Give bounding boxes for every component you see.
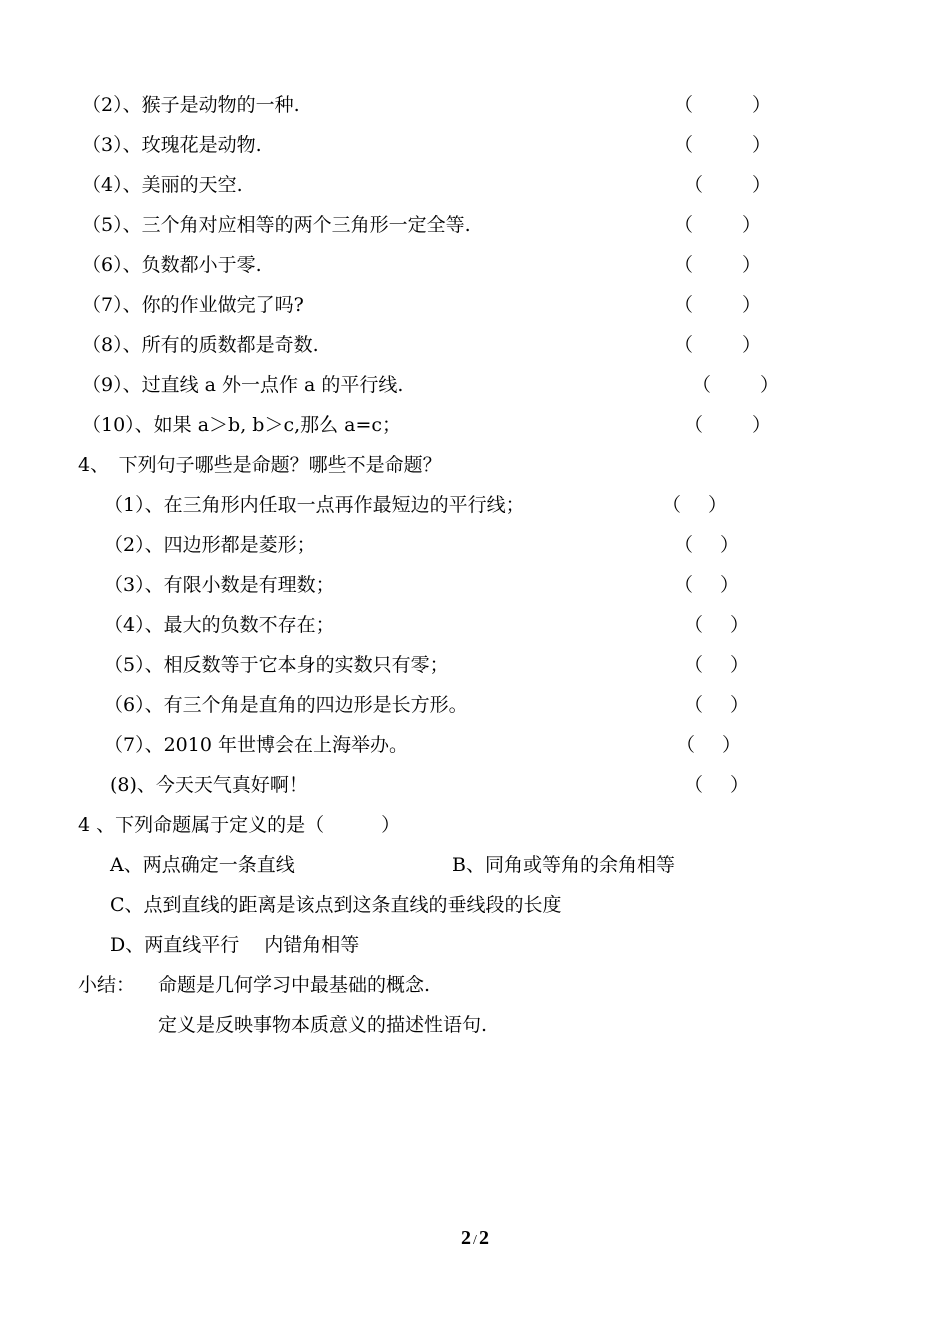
answer-right-paren: ） <box>742 294 762 316</box>
question-heading-text: 4 、下列命题属于定义的是（ ） <box>78 814 401 836</box>
answer-right-paren: ） <box>752 174 772 196</box>
answer-left-paren: （ <box>674 214 694 236</box>
statement-text: （5）、相反数等于它本身的实数只有零； <box>104 654 449 676</box>
answer-blank[interactable] <box>684 770 750 800</box>
option-a[interactable]: A、两点确定一条直线 <box>110 854 295 876</box>
answer-blank[interactable] <box>674 210 762 240</box>
answer-blank[interactable] <box>674 570 740 600</box>
answer-right-paren: ） <box>752 414 772 436</box>
summary-line-2: 定义是反映事物本质意义的描述性语句. <box>158 1014 488 1036</box>
answer-right-paren: ） <box>730 694 750 716</box>
answer-left-paren: （ <box>684 414 704 436</box>
answer-right-paren: ） <box>730 614 750 636</box>
answer-left-paren: （ <box>684 654 704 676</box>
answer-left-paren: （ <box>662 494 682 516</box>
answer-left-paren: （ <box>674 574 694 596</box>
answer-right-paren: ） <box>752 94 772 116</box>
statement-text: （7）、2010 年世博会在上海举办。 <box>104 734 408 756</box>
option-d[interactable]: D、两直线平行 内错角相等 <box>110 934 360 956</box>
statement-text: （9）、过直线 a 外一点作 a 的平行线. <box>82 374 404 396</box>
statement-text: （2）、猴子是动物的一种. <box>82 94 300 116</box>
answer-right-paren: ） <box>742 334 762 356</box>
page-current: 2 <box>461 1227 472 1249</box>
statement-text: （6）、负数都小于零. <box>82 254 262 276</box>
answer-blank[interactable] <box>674 530 740 560</box>
statement-text: （4）、美丽的天空. <box>82 174 243 196</box>
statement-text: （3）、玫瑰花是动物. <box>82 134 262 156</box>
answer-right-paren: ） <box>742 254 762 276</box>
summary-label: 小结： <box>78 974 136 996</box>
answer-right-paren: ） <box>720 534 740 556</box>
answer-blank[interactable] <box>684 610 750 640</box>
statement-text: （6）、有三个角是直角的四边形是长方形。 <box>104 694 468 716</box>
option-c[interactable]: C、点到直线的距离是该点到这条直线的垂线段的长度 <box>110 894 562 916</box>
statement-text: （4）、最大的负数不存在； <box>104 614 335 636</box>
answer-blank[interactable] <box>692 370 780 400</box>
answer-blank[interactable] <box>684 690 750 720</box>
statement-text: (8)、今天天气真好啊！ <box>110 774 308 796</box>
answer-right-paren: ） <box>760 374 780 396</box>
answer-left-paren: （ <box>684 774 704 796</box>
option-b[interactable]: B、同角或等角的余角相等 <box>452 854 675 876</box>
question-heading-text: 4、 下列句子哪些是命题？哪些不是命题？ <box>78 454 442 476</box>
statement-text: （1）、在三角形内任取一点再作最短边的平行线； <box>104 494 525 516</box>
answer-right-paren: ） <box>708 494 728 516</box>
statement-text: （10）、如果 a＞b, b＞c,那么 a=c； <box>82 414 402 436</box>
answer-blank[interactable] <box>684 170 772 200</box>
statement-text: （5）、三个角对应相等的两个三角形一定全等. <box>82 214 471 236</box>
answer-left-paren: （ <box>684 694 704 716</box>
answer-blank[interactable] <box>674 90 772 120</box>
answer-right-paren: ） <box>720 574 740 596</box>
answer-left-paren: （ <box>676 734 696 756</box>
answer-right-paren: ） <box>742 214 762 236</box>
page-separator: / <box>473 1233 477 1248</box>
answer-left-paren: （ <box>684 614 704 636</box>
answer-left-paren: （ <box>684 174 704 196</box>
statement-text: （2）、四边形都是菱形； <box>104 534 316 556</box>
answer-blank[interactable] <box>674 130 772 160</box>
answer-left-paren: （ <box>692 374 712 396</box>
statement-text: （3）、有限小数是有理数； <box>104 574 335 596</box>
answer-right-paren: ） <box>722 734 742 756</box>
answer-left-paren: （ <box>674 534 694 556</box>
answer-blank[interactable] <box>662 490 728 520</box>
summary-line-1: 命题是几何学习中最基础的概念. <box>158 974 431 996</box>
answer-blank[interactable] <box>674 250 762 280</box>
answer-blank[interactable] <box>676 730 742 760</box>
answer-left-paren: （ <box>674 134 694 156</box>
answer-blank[interactable] <box>684 650 750 680</box>
statement-text: （8）、所有的质数都是奇数. <box>82 334 319 356</box>
answer-right-paren: ） <box>730 654 750 676</box>
answer-right-paren: ） <box>730 774 750 796</box>
answer-blank[interactable] <box>674 290 762 320</box>
answer-blank[interactable] <box>684 410 772 440</box>
answer-left-paren: （ <box>674 294 694 316</box>
page-number <box>0 1224 950 1255</box>
answer-left-paren: （ <box>674 254 694 276</box>
page-total: 2 <box>478 1227 489 1249</box>
statement-text: （7）、你的作业做完了吗? <box>82 294 304 316</box>
answer-left-paren: （ <box>674 94 694 116</box>
answer-left-paren: （ <box>674 334 694 356</box>
answer-blank[interactable] <box>674 330 762 360</box>
answer-right-paren: ） <box>752 134 772 156</box>
